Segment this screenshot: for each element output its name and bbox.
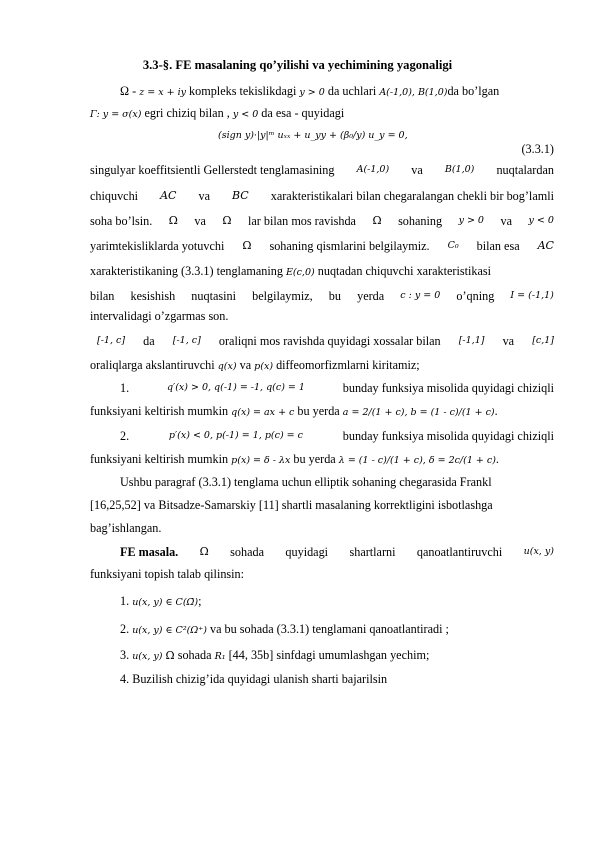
paragraph-line: oraliqlarga akslantiruvchi q(x) va p(x) diffeomorfizmlarni kiritamiz;	[90, 358, 420, 372]
section-title: 3.3-§. FE masalaning qo’yilishi va yechimining yagonaligi	[142, 58, 453, 72]
equation-number: (3.3.1)	[521, 142, 554, 156]
condition-item: 1. u(x, y) ∈ C(Ω̄);	[120, 594, 202, 608]
math-inline: Γ: y = σ(x)	[90, 109, 142, 120]
paragraph-line: chiquvchi AC va BC xarakteristikalari bilan chegaralangan chekli bir bog’lamli	[90, 189, 554, 203]
problem-label: FE masala.	[120, 545, 179, 559]
list-item: 1. q′(x) > 0, q(-1) = -1, q(c) = 1 bunday funksiya misolida quyidagi chiziqli	[120, 381, 554, 395]
paragraph-line: [16,25,52] va Bitsadze-Samarskiy [11] shartli masalaning korrektligini isbotlashga	[90, 498, 493, 512]
math-inline: z = x + iy	[139, 87, 186, 98]
list-item: 2. p′(x) < 0, p(-1) = 1, p(c) = c bunday funksiya misolida quyidagi chiziqli	[120, 429, 554, 443]
paragraph-line: Ω - z = x + iy kompleks tekislikdagi y > 0 da uchlari A(-1,0), B(1,0)da bo’lgan	[120, 84, 500, 98]
math-inline: y < 0	[232, 109, 259, 120]
equation	[218, 126, 408, 144]
paragraph-line: intervalidagi o’zgarmas son.	[90, 309, 229, 323]
paragraph-line: xarakteristikaning (3.3.1) tenglamaning E(c,0) nuqtadan chiquvchi xarakteristikasi	[90, 264, 492, 278]
condition-item: 4. Buzilish chizig’ida quyidagi ulanish sharti bajarilsin	[120, 672, 388, 686]
paragraph-line: Ushbu paragraf (3.3.1) tenglama uchun elliptik sohaning chegarasida Frankl	[120, 475, 492, 489]
paragraph-line: [-1, c] da [-1, c] oraliqni mos ravishda quyidagi xossalar bilan [-1,1] va [c,1]	[97, 334, 554, 348]
domain-symbol: Ω -	[120, 84, 137, 98]
paragraph-line: singulyar koeffitsientli Gellerstedt tenglamasining A(-1,0) va B(1,0) nuqtalardan	[90, 163, 554, 177]
paragraph-line: bag’ishlangan.	[90, 521, 162, 535]
paragraph-line: FE masala. Ω sohada quyidagi shartlarni qanoatlantiruvchi u(x, y)	[120, 545, 554, 559]
condition-item: 2. u(x, y) ∈ C²(Ω⁺) va bu sohada (3.3.1) tenglamani qanoatlantiradi ;	[120, 622, 449, 636]
paragraph-line: funksiyani keltirish mumkin q(x) = ax + c bu yerda a = 2/(1 + c), b = (1 - c)/(1 + c).	[90, 404, 498, 418]
paragraph-line: bilan kesishish nuqtasini belgilaymiz, bu yerda c : y = 0 o’qning I = (-1,1)	[90, 289, 554, 303]
paragraph-line: soha bo’lsin. Ω va Ω lar bilan mos ravishda Ω sohaning y > 0 va y < 0	[90, 214, 554, 228]
paragraph-line: funksiyani keltirish mumkin p(x) = δ - λx bu yerda λ = (1 - c)/(1 + c), δ = 2c/(1 + c).	[90, 452, 499, 466]
paragraph-line: Γ: y = σ(x) egri chiziq bilan , y < 0 da esa - quyidagi	[90, 106, 345, 120]
condition-item: 3. u(x, y) Ω sohada R₁ [44, 35b] sinfdagi umumlashgan yechim;	[120, 648, 430, 662]
equation-formula: (sign y)·|y|ᵐ uₓₓ + u_yy + (β₀/y) u_y = 0,	[218, 130, 408, 141]
paragraph-line: yarimtekisliklarda yotuvchi Ω sohaning qismlarini belgilaymiz. C₀ bilan esa AC	[90, 239, 554, 253]
math-inline: A(-1,0), B(1,0)	[379, 87, 448, 98]
paragraph-line: funksiyani topish talab qilinsin:	[90, 567, 245, 581]
math-inline: y > 0	[299, 87, 325, 98]
